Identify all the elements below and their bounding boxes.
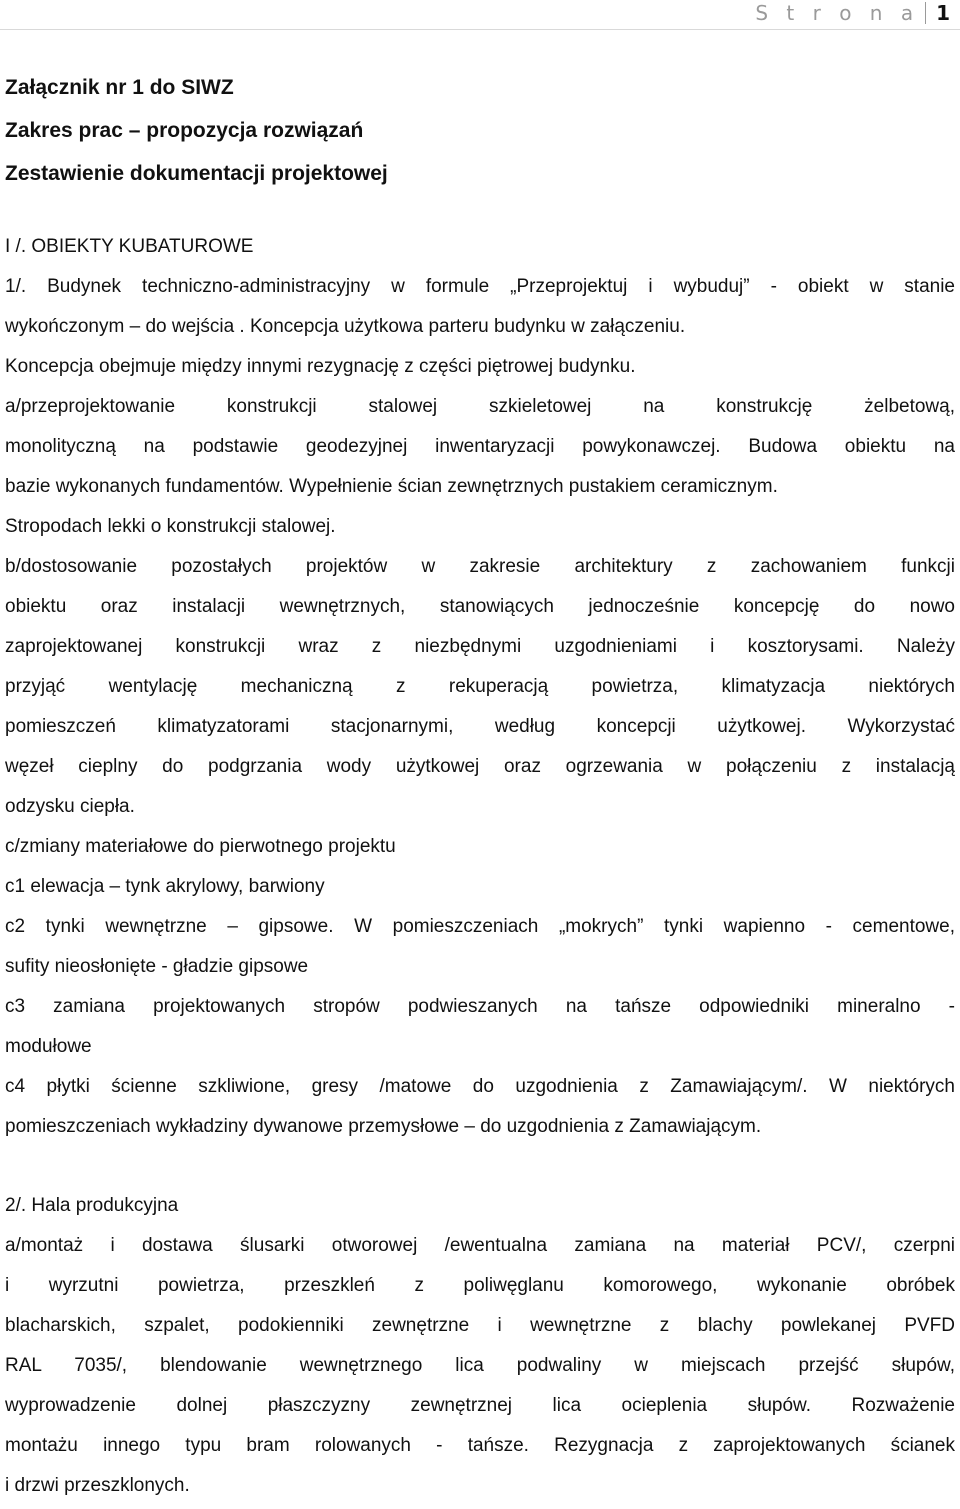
text-line: wykończonym – do wejścia . Koncepcja użytkowa parteru budynku w załączeniu.: [5, 316, 686, 337]
document-body: [5, 66, 955, 1506]
attachment-title: Załącznik nr 1 do SIWZ: [5, 76, 234, 99]
section-heading: I /. OBIEKTY KUBATUROWE: [5, 236, 254, 257]
page-separator: [925, 2, 926, 24]
text-line: sufity nieosłonięte - gładzie gipsowe: [5, 956, 309, 977]
text-line: montażu innego typu bram rolowanych - tańsze. Rezygnacja z zaprojektowanych ścianek: [5, 1435, 955, 1456]
text-line: i drzwi przeszklonych.: [5, 1475, 190, 1496]
text-line: c/zmiany materiałowe do pierwotnego projektu: [5, 836, 396, 857]
text-line: 1/. Budynek techniczno-administracyjny w formule „Przeprojektuj i wybuduj” - obiekt w stanie: [5, 276, 955, 297]
text-line: b/dostosowanie pozostałych projektów w zakresie architektury z zachowaniem funkcji: [5, 556, 955, 577]
text-line: Stropodach lekki o konstrukcji stalowej.: [5, 516, 336, 537]
title-block: [5, 66, 955, 195]
text-line: i wyrzutni powietrza, przeszkleń z poliwęglanu komorowego, wykonanie obróbek: [5, 1275, 955, 1296]
text-line: monolityczną na podstawie geodezyjnej inwentaryzacji powykonawczej. Budowa obiektu na: [5, 436, 955, 457]
text-line: pomieszczeniach wykładziny dywanowe przemysłowe – do uzgodnienia z Zamawiającym.: [5, 1116, 762, 1137]
text-line: Koncepcja obejmuje między innymi rezygnację z części piętrowej budynku.: [5, 356, 636, 377]
text-line: bazie wykonanych fundamentów. Wypełnienie ścian zewnętrznych pustakiem ceramicznym.: [5, 476, 778, 497]
text-line: węzeł cieplny do podgrzania wody użytkowej oraz ogrzewania w połączeniu z instalacją: [5, 756, 955, 777]
text-line: przyjąć wentylację mechaniczną z rekuperacją powietrza, klimatyzacja niektórych: [5, 676, 955, 697]
text-line: a/przeprojektowanie konstrukcji stalowej szkieletowej na konstrukcję żelbetową,: [5, 396, 955, 417]
section-spacer: [5, 1147, 955, 1186]
text-line: a/montaż i dostawa ślusarki otworowej /ewentualna zamiana na materiał PCV/, czerpni: [5, 1235, 955, 1256]
text-line: c3 zamiana projektowanych stropów podwieszanych na tańsze odpowiedniki mineralno -: [5, 996, 955, 1017]
page-indicator: [755, 1, 950, 25]
text-line: pomieszczeń klimatyzatorami stacjonarnymi, według koncepcji użytkowej. Wykorzystać: [5, 716, 955, 737]
text-line: obiektu oraz instalacji wewnętrznych, stanowiących jednocześnie koncepcję do nowo: [5, 596, 955, 617]
text-line: RAL 7035/, blendowanie wewnętrznego lica podwaliny w miejscach przejść słupów,: [5, 1355, 955, 1376]
page-header: [0, 0, 960, 30]
page-label: S t r o n a: [755, 1, 920, 25]
text-line: c1 elewacja – tynk akrylowy, barwiony: [5, 876, 325, 897]
text-line: modułowe: [5, 1036, 92, 1057]
text-line: c2 tynki wewnętrzne – gipsowe. W pomieszczeniach „mokrych” tynki wapienno - cementowe,: [5, 916, 955, 937]
section-heading: 2/. Hala produkcyjna: [5, 1195, 179, 1216]
page-number: 1: [936, 1, 950, 25]
scope-title: Zakres prac – propozycja rozwiązań: [5, 119, 364, 142]
text-line: c4 płytki ścienne szkliwione, gresy /matowe do uzgodnienia z Zamawiającym/. W niektórych: [5, 1076, 955, 1097]
text-line: blacharskich, szpalet, podokienniki zewnętrzne i wewnętrzne z blachy powlekanej PVFD: [5, 1315, 955, 1336]
text-line: wyprowadzenie dolnej płaszczyzny zewnętrznej lica ocieplenia słupów. Rozważenie: [5, 1395, 955, 1416]
documentation-title: Zestawienie dokumentacji projektowej: [5, 162, 388, 185]
text-line: odzysku ciepła.: [5, 796, 135, 817]
text-line: zaprojektowanej konstrukcji wraz z niezbędnymi uzgodnieniami i kosztorysami. Należy: [5, 636, 955, 657]
